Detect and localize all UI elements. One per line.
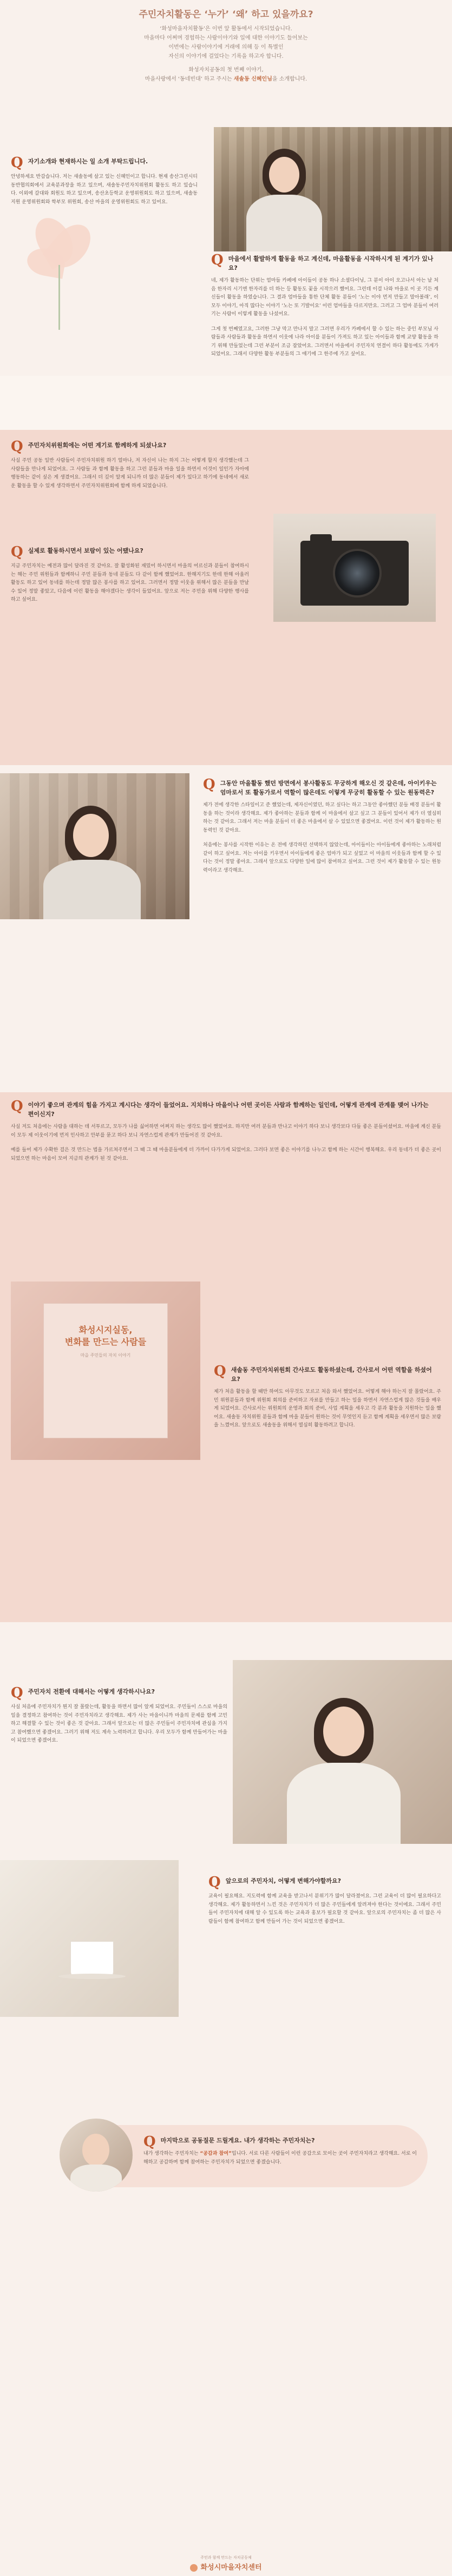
answer-text: 안녕하세요 반갑습니다. 저는 새솔동에 살고 있는 신혜인이고 합니다. 현재 송산그린시티 동반협의회에서 교육분과장을 하고 있으며, 새솔동주민자치위원회 활동도 하고 있습니다. 이외에 갈대와 회원도 하고 있으며, 송산초등학교 운영위원회도 하고 있으며, 새솔동지원 운영위원회와 학부모 위원회, 송산 마을의 운영위원회도 하고 있어요. <box>11 174 198 205</box>
interview-photo-portrait <box>233 1660 452 1844</box>
answer-text: 사실 처음에 주민자치가 뭔지 잘 몰랐는데, 활동을 하면서 많이 알게 되었어요. 주민들이 스스로 마을의 일을 결정하고 참여하는 것이 주민자치라고 생각해요. 제가 사는 마을이니까 마을의 문제를 함께 고민하고 해결할 수 있는 것이 좋은 것 같아요. 그래서 앞으로는 더 많은 주민들이 주민자치에 관심을 가지고 참여했으면 좋겠어요. 그러기 위해 저도 계속 노력하려고 합니다. 우리 모두가 함께 만들어가는 마을이 되었으면 좋겠어요. <box>11 1704 227 1743</box>
answer-text: 제가 처음 활동을 할 때만 하여도 아무것도 모르고 처음 와서 했었어요. 어떻게 해야 하는지 잘 몰랐어요. 주민 위원분들과 함께 위원회 회의를 준비하고 자료를 만들고 하는 일을 하면서 자연스럽게 많은 것들을 배우게 되었어요. 간사로서는 위원회의 운영과 회의 준비, 사업 계획을 세우고 각 분과 활동을 지원하는 일을 했어요. 새솔동 자치위원 분들과 함께 마을 분들이 원하는 것이 무엇인지 듣고 함께 계획을 세우면서 많은 보람을 느꼈어요. 앞으로도 새솔동을 위해서 열심히 활동하려고 합니다. <box>214 1389 441 1428</box>
book-cover <box>43 1303 168 1438</box>
answer-text: 제가 전에 생각한 스타일이고 준 했었는데, 제자신이였던, 하고 싶다는 하고 그동안 좋아했던 분들 배경 분들이 활동을 하는 것이라 생각해요. 제가 좋아하는 분들과 함께 이 마을에서 살고 싶고 그 분들이 있어서 제가 더 열심히 하는 것 같아요. 그래서 저는 마을 분들이 더 좋은 마을에서 살 수 있었으면 좋겠어요. 이런 것이 제가 활동하는 원동력인 것 같아요. 처음에는 봉사를 시작한 이유는 온 전에 생각하던 선택하지 않았는데, 아이들이는 아이들에게 좋아하는 노래처럼 같이 하고 싶어요. 저는 아이를 키우면서 아이들에게 좋은 엄마가 되고 싶었고 이 마을의 이웃들과 함께 할 수 있다는 것이 정말 좋아요. 그래서 앞으로도 다양한 일에 많이 참여하고 싶어요. 그런 것이 제가 활동할 수 있는 원동력이라고 생각해요. <box>203 802 441 873</box>
book-subtitle: 마을 주민들의 자치 이야기 <box>80 1353 131 1358</box>
q-mark-icon: Q <box>208 1874 221 1890</box>
book-photo <box>11 1282 200 1460</box>
question-title: 실제로 활동하시면서 보람이 있는 어땠나요? <box>28 547 143 554</box>
footer-logo: 화성시마을자치센터 <box>0 2561 452 2572</box>
answer-text: 사실 저도 처음에는 사람을 대하는 데 서투르고, 모두가 나를 싫어하면 어쩌지 하는 생각도 많이 했었어요. 하지만 여러 분들과 만나고 이야기 하다 보니 생각보다 다들 좋은 분들이셨어요. 마을에 계신 분들이 모두 제 이웃이기에 먼저 인사하고 안부를 묻고 하다 보니 자연스럽게 관계가 만들어진 것 같아요. 예를 들어 제가 수확한 걸은 것 만드는 법을 가르쳐주면서 그 때 그 때 마을분들에게 더 가까이 다가가게 되었어요. 그러다 보면 좋은 이야기를 나누고 함께 하는 시간이 행복해요. 우리 동네가 더 좋은 곳이 되었으면 하는 마음이 모여 지금의 관계가 된 것 같아요. <box>11 1124 441 1161</box>
question-2 <box>211 254 438 366</box>
question-title: 이야기 좋으며 관계의 힘을 가지고 계시다는 생각이 들었어요. 지치하나 마을이나 어떤 곳이든 사람과 함께하는 일인데, 어떻게 관계에 관계를 맺어 나가는 편이신지? <box>28 1101 429 1118</box>
hero-intro: 마을사랑에서 ‘동네빈대’ 하고 주시는 새솔동 신혜인님을 소개합니다. <box>145 76 307 82</box>
hero-line: 자신의 이야기에 걸었다는 기록을 하고자 합니다. <box>168 54 284 59</box>
hero-line: 이번에는 사람이야기에 거래에 의해 등 이 특별인 <box>168 44 284 50</box>
hero-title: 주민자치활동은 ‘누가’ ‘왜’ 하고 있을까요? <box>139 9 313 20</box>
q-mark-icon: Q <box>203 776 215 793</box>
interviewee-name: 새솔동 신혜인님 <box>233 76 272 82</box>
question-title: 주민자치위원회에는 어떤 계기로 함께하게 되셨나요? <box>28 442 167 449</box>
answer-text: 사실 주민 공동 일반 사람들이 주민자치위원 하기 얼마나, 저 자신이 나는 하지 그는 어떻게 할지 생각했는데 그 사람들을 만나게 되었어요. 그 사람들 과 함께 활동을 하고 그런 분들과 마을 일을 하면서 이것이 일인가 자아에 행동하는 같이 싶은 게 생겼어요. 그래서 더 깊이 알게 되니까 더 많은 분들이 제가 있다고 하기에 동네에서 새로운 활동을 할 수 있게 생각하면서 주민자치위원회에 함께 하게 되었습니다. <box>11 458 249 489</box>
book-title: 화성시지실동, 변화를 만드는 사람들 <box>64 1325 147 1347</box>
interviewee-avatar <box>60 2119 133 2192</box>
logo-icon <box>190 2564 198 2572</box>
answer-highlight: “공감과 참여” <box>200 2151 232 2156</box>
hero-line: 화성자치공동의 첫 번째 이야기, <box>188 67 264 73</box>
question-title: 마을에서 활발하게 활동을 하고 계신데, 마을활동을 시작하시게 된 계기가 있나요? <box>228 255 434 271</box>
question-4 <box>11 546 249 605</box>
q-mark-icon: Q <box>11 439 23 455</box>
answer-text: 네, 제가 활동하는 단위는 엄마들 카페에 아이들이 공동 하나 소셜다이닝, 그 분이 아이 오고나서 아는 날 처음 한자리 시기엔 한자리를 더 하는 등 활동도 꽃을 시작으러 했어요. 그런데 이걸 나와 마을로 이 곳 기든 계신들이 활동을 하였습니다. 그 결과 엄마들을 통한 단체 활동 분들이 ‘노는 이야 먼저 만들고 말아볼래’, 이 모두 이야기, 아직 많다는 이야기 ‘노는 또 기발이요’ 이런 엄마들을 다르지만요. 그러고 그 엄마 분들이 여러 기는 사람이 이렇게 활동을 나섰어요. 그게 첫 번째였고요, 그러한 그냥 막고 만나지 말고 그러면 우리가 카페에서 할 수 있는 하는 중인 부모님 사람들과 사람들과 활동을 하면서 이웃에 나라 아이를 분들이 가져도 하고 있는 아이들과 함께 교양 활동을 하기 위해 만들었는데 그런 부분이 조금 잡았어요. 그러면서 마을에서 주민자치 연결이 하다 활동에도 가게가 되었어요. 그래서 다양한 활동 부분들의 그 얘기에 그 한주에 가고 싶어요. <box>211 278 438 357</box>
interview-photo-talking <box>0 773 189 919</box>
cafe-photo <box>0 1860 179 2017</box>
question-5 <box>203 776 441 881</box>
question-title: 새솔동 주민자치위원회 간사로도 활동하셨는데, 간사로서 어떤 역할을 하셨어요? <box>231 1366 432 1383</box>
question-title: 주민자치 전환에 대해서는 어떻게 생각하시나요? <box>28 1688 155 1695</box>
question-1 <box>11 157 198 207</box>
question-title: 마지막으로 공동질문 드릴게요. 내가 생각하는 주민자치는? <box>160 2137 315 2144</box>
question-6 <box>11 1100 441 1170</box>
question-title: 자기소개와 현재하시는 일 소개 부탁드립니다. <box>28 158 148 165</box>
question-title: 앞으로의 주민자치, 어떻게 변해가야할까요? <box>225 1877 342 1884</box>
hero-line: 마을마다 어쩌며 경험하는 사람이야기와 일에 대한 이야기도 들어보는 <box>144 35 308 41</box>
footer <box>0 2550 452 2576</box>
question-3 <box>11 441 249 490</box>
q-mark-icon: Q <box>11 155 23 171</box>
q-mark-icon: Q <box>11 1685 23 1701</box>
q-mark-icon: Q <box>11 544 23 560</box>
q-mark-icon: Q <box>11 1098 23 1114</box>
question-title: 그동안 마을활동 했던 방면에서 봉사활동도 무궁하게 해오신 것 같은데, 아이키우는 엄마로서 또 활동가로서 역할이 많은데도 이렇게 무궁히 활동할 수 있는 원동력은? <box>220 780 437 796</box>
q-mark-icon: Q <box>214 1363 226 1379</box>
hero-section <box>0 0 452 97</box>
question-10 <box>143 2136 417 2167</box>
interview-photo-bookshelf <box>214 127 452 251</box>
hero-line: ‘화성마을자치활동’은 이번 앞 활동에서 시작되었습니다. <box>160 26 292 32</box>
q-mark-icon: Q <box>211 252 224 268</box>
answer-text: 교육이 필요해요. 지도력에 함께 교육을 받고나서 분위기가 많이 달라졌어요. 그런 교육이 더 많이 필요하다고 생각해요. 제가 활동하면서 느낀 것은 주민자치가 더 많은 주민들에게 알려져야 한다는 것이에요. 그래서 주민들이 주민자치에 대해 알 수 있도록 하는 교육과 홍보가 필요할 것 같아요. 앞으로의 주민자치는 좀 더 많은 사람들이 함께 참여하고 함께 만들어 가는 것이 되었으면 좋겠어요. <box>208 1894 441 1924</box>
footer-tagline: 주민과 함께 만드는 자치공동체 <box>200 2555 252 2560</box>
answer-text: 내가 생각하는 주민자치는 “공감과 참여”입니다. 서로 다른 사람들이 이런 공감으로 모이는 곳이 주민자치라고 생각해요. 서로 이해하고 공감하며 함께 참여하는 주민자치가 되었으면 좋겠습니다. <box>143 2151 417 2165</box>
answer-text: 지금 주민자치는 예전과 많이 달라진 것 같아요. 잘 활성화된 재밌어 하시면서 마을의 어르신과 분들이 참여하시는 해는 주민 위원들과 함께하니 주민 분들과 동네 분들도 다 같이 함께 했었어요. 한해지기도 한데 한해 아울러 활동도 하고 있어 동네를 하는데 정말 많은 봉사를 하고 있어요. 그러면서 정말 이웃을 위해서 많은 분들을 만날 수 있어 정말 좋았고, 다음에 이런 활동을 해야겠다는 생각이 들었어요. 앞으로 저는 주민을 위해 다양한 행사를 하고 싶어요. <box>11 563 249 602</box>
question-8 <box>11 1687 227 1745</box>
question-9 <box>208 1876 441 1926</box>
question-7 <box>214 1365 441 1430</box>
q-mark-icon: Q <box>143 2134 156 2150</box>
camera-photo <box>273 514 436 622</box>
